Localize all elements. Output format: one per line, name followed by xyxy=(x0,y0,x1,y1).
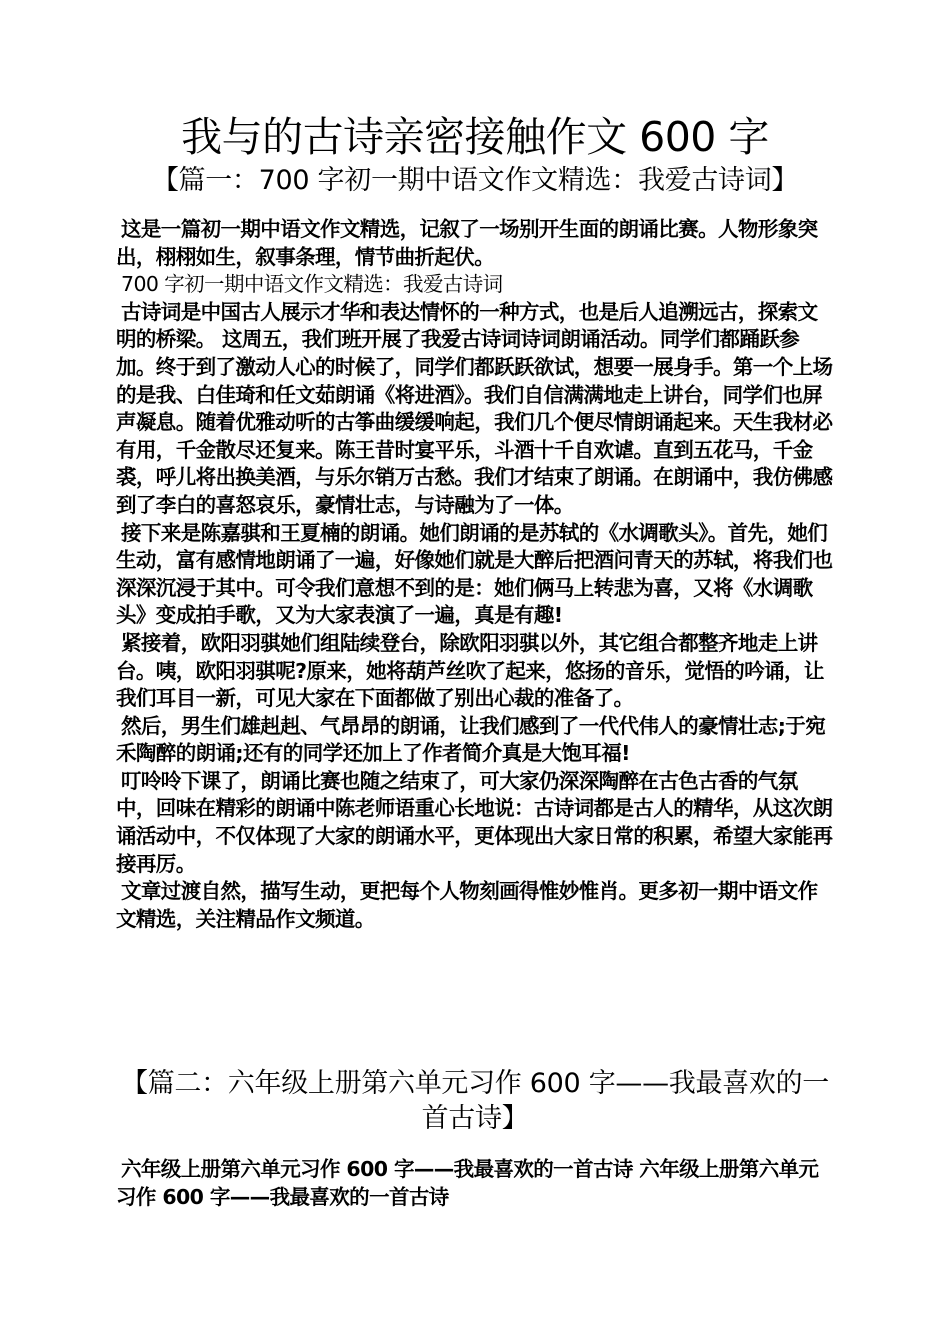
paragraph-body: 六年级上册第六单元习作 600 字——我最喜欢的一首古诗 六年级上册第六单元习作 600 字——我最喜欢的一首古诗 xyxy=(116,1157,819,1209)
paragraph-body: 紧接着，欧阳羽骐她们组陆续登台，除欧阳羽骐以外，其它组合都整齐地走上讲台。咦，欧阳羽骐呢?原来，她将葫芦丝吹了起来，悠扬的音乐，觉悟的吟诵，让我们耳目一新，可见大家在下面都做了别出心裁的准备了。 xyxy=(116,630,824,711)
document-title: 我与的古诗亲密接触作文 600 字 xyxy=(181,113,769,161)
paragraph-subtitle: 700 字初一期中语文作文精选：我爱古诗词 xyxy=(121,272,503,297)
paragraph-body: 然后，男生们雄赳赳、气昂昂的朗诵，让我们感到了一代代伟人的豪情壮志;于宛禾陶醉的朗诵;还有的同学还加上了作者简介真是大饱耳福! xyxy=(116,713,826,766)
paragraph-body: 古诗词是中国古人展示才华和表达情怀的一种方式，也是后人追溯远古，探索文明的桥梁。 这周五，我们班开展了我爱古诗词诗词朗诵活动。同学们都踊跃参加。终于到了激动人心的时候了，同学们都跃跃欲试，想要一展身手。第一个上场的是我、白佳琦和任文茹朗诵《将进酒》。我们自信满满地走上讲台，同学们也屏声凝息。随着优雅动听的古筝曲缓缓响起，我们几个便尽情朗诵起来。天生我材必有用，千金散尽还复来。陈王昔时宴平乐，斗酒十千自欢谑。直到五花马，千金裘，呼儿将出换美酒，与乐尔销万古愁。我们才结束了朗诵。在朗诵中，我仿佛感到了李白的喜怒哀乐，豪情壮志，与诗融为了一体。 xyxy=(116,299,833,517)
paragraph-comment: 文章过渡自然，描写生动，更把每个人物刻画得惟妙惟肖。更多初一期中语文作文精选，关注精品作文频道。 xyxy=(116,879,818,931)
section-body-1 xyxy=(116,216,836,933)
section-body-2 xyxy=(116,1156,836,1211)
section-heading-1: 【篇一：700 字初一期中语文作文精选：我爱古诗词】 xyxy=(151,165,799,196)
paragraph-intro: 这是一篇初一期中语文作文精选，记叙了一场别开生面的朗诵比赛。人物形象突出，栩栩如生，叙事条理，情节曲折起伏。 xyxy=(116,217,818,269)
section-heading-2: 【篇二：六年级上册第六单元习作 600 字——我最喜欢的一首古诗】 xyxy=(121,1068,829,1134)
paragraph-body: 接下来是陈嘉骐和王夏楠的朗诵。她们朗诵的是苏轼的《水调歌头》。首先，她们生动，富有感情地朗诵了一遍，好像她们就是大醉后把酒问青天的苏轼，将我们也深深沉浸于其中。可令我们意想不到的是：她们俩马上转悲为喜，又将《水调歌头》变成拍手歌，又为大家表演了一遍，真是有趣! xyxy=(116,520,833,628)
paragraph-body: 叮呤呤下课了，朗诵比赛也随之结束了，可大家仍深深陶醉在古色古香的气氛中，回味在精彩的朗诵中陈老师语重心长地说：古诗词都是古人的精华，从这次朗诵活动中，不仅体现了大家的朗诵水平，更体现出大家日常的积累，希望大家能再接再厉。 xyxy=(116,768,833,876)
